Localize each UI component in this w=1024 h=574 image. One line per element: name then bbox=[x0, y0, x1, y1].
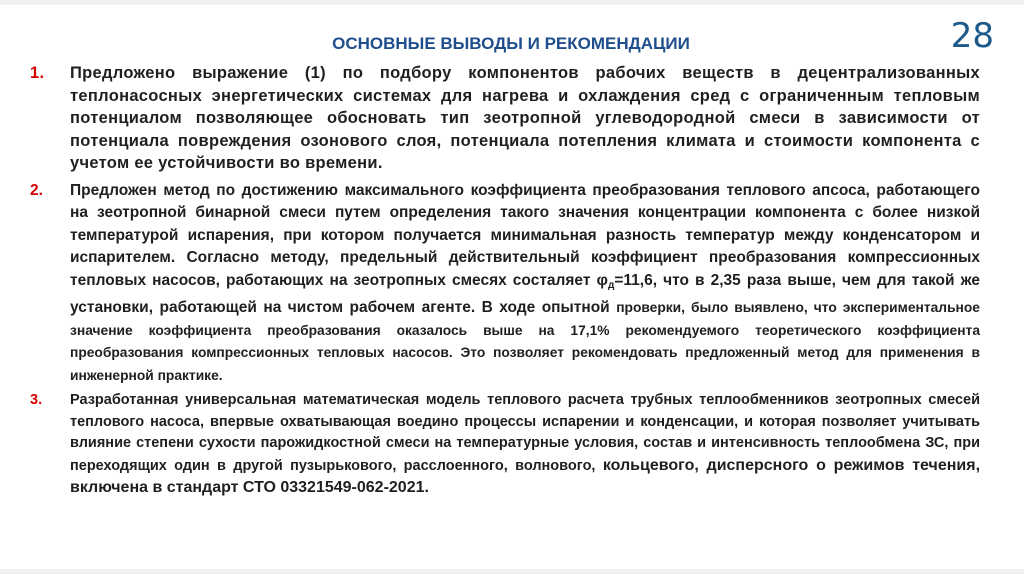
bottom-bar bbox=[0, 569, 1024, 574]
conclusions-list bbox=[30, 62, 980, 500]
item-text: Предложено выражение (1) по подбору компонентов рабочих веществ в децентрализованных теплонасосных энергетических системах для нагрева и охлаждения сред с ограниченным тепловым потенциалом позволяющее обосновать тип зеотропной углеводородной смеси в зависимости от потенциала повреждения озонового слоя, потенциала потепления климата и стоимости компонента с учетом ее устойчивости во времени. bbox=[70, 64, 980, 172]
item-text-part-b: =11,6, что в 2,35 раза выше, чем для такой же установки, работающей на чистом рабочем агенте. В ходе опытной bbox=[70, 271, 981, 316]
item-text-part-c: проверки, было выявлено, что экспериментальное значение коэффициента преобразования оказалось выше на 17,1% рекомендуемого теоретического коэффициента преобразования компрессионных тепловых насосов. Это позволяет рекомендовать предложенный метод для применения в инженерной практике. bbox=[70, 300, 980, 383]
top-bar bbox=[0, 0, 1024, 5]
item-number: 3. bbox=[30, 392, 43, 408]
page-number: 28 bbox=[950, 16, 994, 56]
item-number: 2. bbox=[30, 181, 43, 199]
list-item-3 bbox=[30, 390, 980, 500]
item-number: 1. bbox=[30, 64, 45, 82]
list-item-1 bbox=[30, 62, 980, 175]
item-text-part-b: кольцевого, дисперсного о режимов течения, включена в стандарт СТО 03321549-062-2021. bbox=[70, 456, 981, 496]
list-item-2 bbox=[30, 180, 980, 388]
item-text-part-a: Предложен метод по достижению максимального коэффициента преобразования теплового апсоса, работающего на зеотропной бинарной смеси путем определения такого значения концентрации компонента с более низкой температурой испарения, при котором получается минимальная разность температур между конденсатором и испарителем. Согласно методу, предельный действительный коэффициент преобразования компрессионных тепловых насосов, работающих на зеотропных смесях состаляет bbox=[70, 181, 980, 289]
page-title-text: ОСНОВНЫЕ ВЫВОДЫ И РЕКОМЕНДАЦИИ bbox=[332, 34, 690, 53]
page-title bbox=[0, 34, 1024, 54]
phi-subscript: д bbox=[607, 279, 615, 291]
item-text-part-a: Разработанная универсальная математическая модель теплового расчета трубных теплообменников зеотропных смесей теплового насоса, впервые охватывающая воедино процессы испарении и конденсации, и которая позволяет учитывать влияние степени сухости парожидкостной смеси на температурные условия, состав и интенсивность теплообмена ЗС, при переходящих один в другой пузырькового, расслоенного, волнового, bbox=[70, 392, 980, 474]
phi-symbol: φ bbox=[596, 271, 608, 289]
